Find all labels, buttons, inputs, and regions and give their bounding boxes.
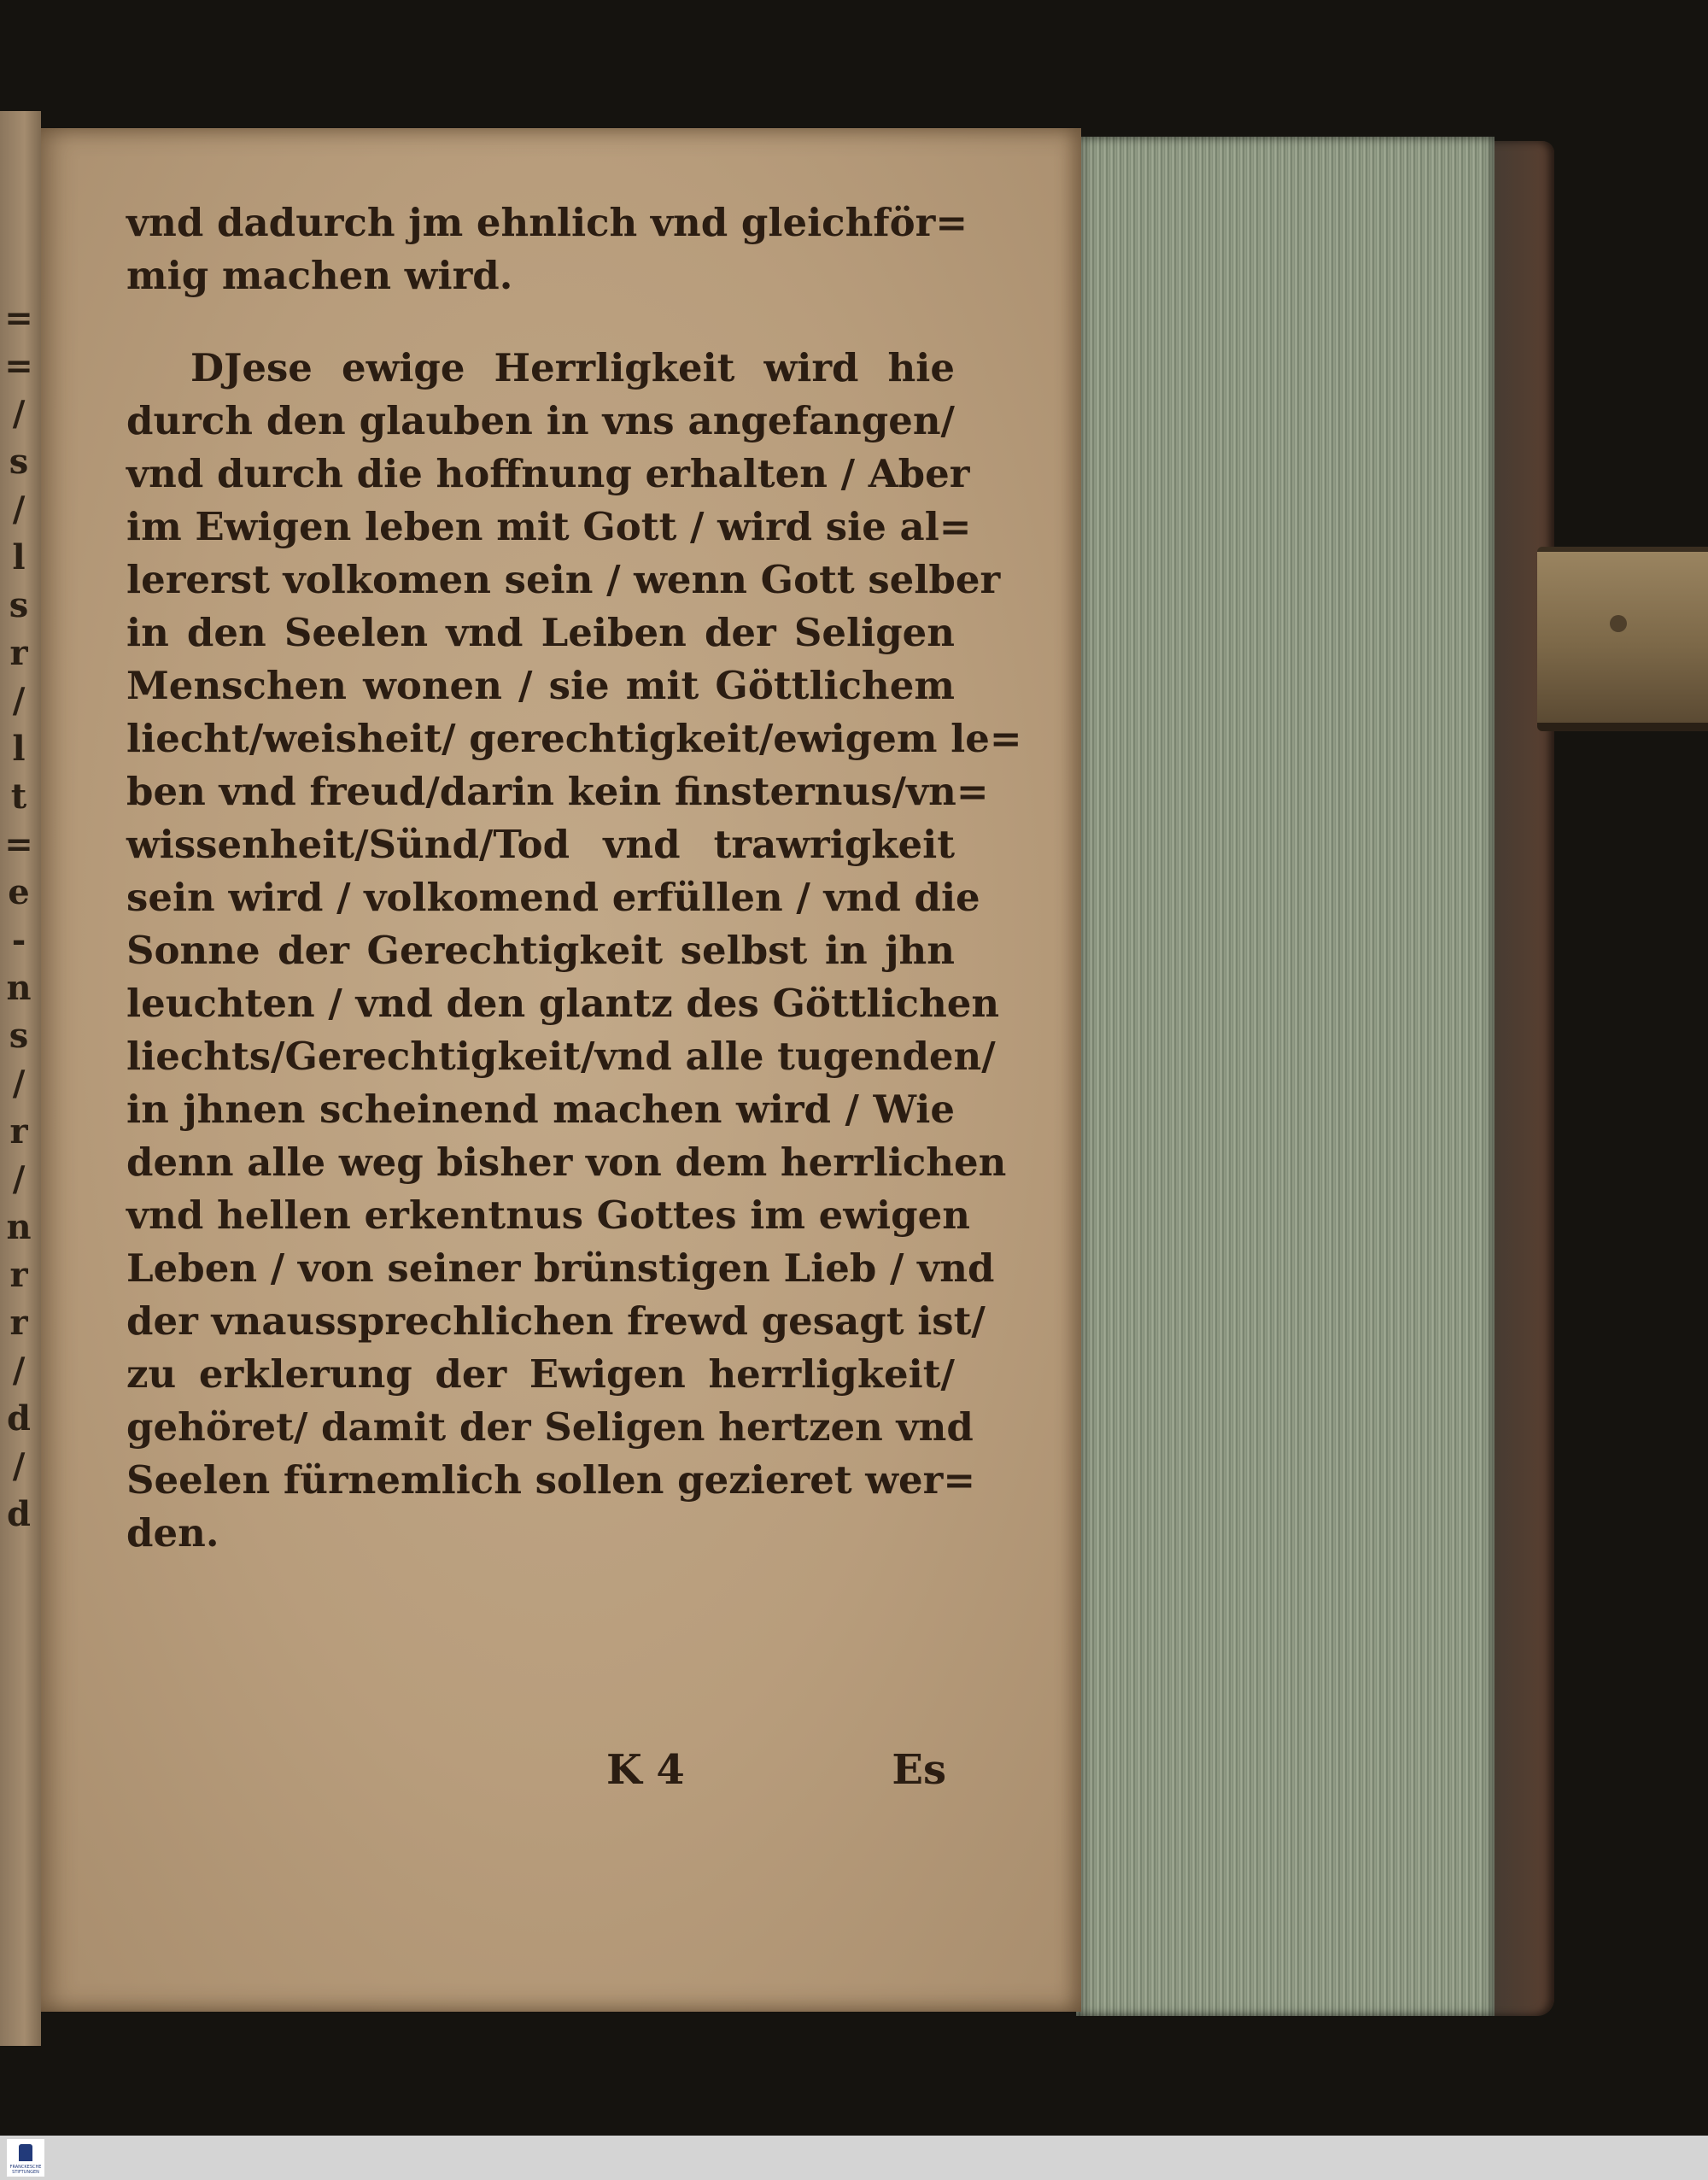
text-line: denn alle weg bisher von dem herrlichen	[126, 1140, 1007, 1185]
text-line: mig machen wird.	[126, 253, 513, 298]
text-line: Sonne der Gerechtigkeit selbst in jhn	[126, 928, 955, 973]
text-line: Leben / von seiner brünstigen Lieb / vnd	[126, 1245, 995, 1291]
paragraph-first-line: DJese ewige Herrligkeit wird hie	[190, 345, 955, 390]
text-line: im Ewigen leben mit Gott / wird sie al=	[126, 504, 972, 549]
fragment: -	[11, 920, 26, 960]
previous-page-edge	[0, 111, 41, 2046]
fragment: =	[4, 346, 33, 386]
text-line: liechts/Gerechtigkeit/vnd alle tugenden/	[126, 1034, 996, 1079]
building-icon	[19, 2144, 32, 2161]
fragment: d	[7, 1398, 31, 1439]
institution-logo[interactable]	[7, 2139, 44, 2177]
fragment: n	[6, 1207, 32, 1247]
text-line: wissenheit/Sünd/Tod vnd trawrigkeit	[126, 822, 955, 867]
fragment: /	[12, 681, 26, 721]
text-line: vnd hellen erkentnus Gottes im ewigen	[126, 1193, 970, 1238]
page-text	[126, 196, 1022, 1560]
previous-page-fragments	[3, 295, 34, 1538]
fragment: =	[4, 298, 33, 338]
fragment: r	[9, 1303, 28, 1343]
book-page	[41, 128, 1081, 2012]
text-line: ben vnd freud/darin kein finsternus/vn=	[126, 769, 989, 814]
fragment: /	[12, 1159, 26, 1199]
fragment: l	[12, 537, 26, 577]
text-line: vnd durch die hoffnung erhalten / Aber	[126, 451, 970, 496]
signature-mark: K 4	[606, 1746, 685, 1794]
text-line: der vnaussprechlichen frewd gesagt ist/	[126, 1298, 986, 1344]
page-edges	[1076, 137, 1494, 2016]
clasp-rivet	[1610, 615, 1627, 632]
fragment: =	[4, 824, 33, 864]
fragment: e	[8, 872, 30, 912]
text-line: den.	[126, 1510, 219, 1556]
text-line: vnd dadurch jm ehnlich vnd gleichför=	[126, 200, 968, 245]
fragment: /	[12, 394, 26, 434]
fragment: r	[9, 633, 28, 673]
text-line: gehöret/ damit der Seligen hertzen vnd	[126, 1404, 974, 1450]
fragment: /	[12, 489, 26, 530]
fragment: /	[12, 1064, 26, 1104]
text-line: durch den glauben in vns angefangen/	[126, 398, 955, 443]
fragment: /	[12, 1446, 26, 1486]
fragment: /	[12, 1351, 26, 1391]
fragment: r	[9, 1255, 28, 1295]
fragment: s	[9, 585, 29, 625]
text-line: Menschen wonen / sie mit Göttlichem	[126, 663, 955, 708]
fragment: t	[10, 776, 27, 817]
text-line: liecht/weisheit/ gerechtigkeit/ewigem le=	[126, 716, 1022, 761]
paragraph-gap	[126, 302, 955, 342]
fragment: s	[9, 1016, 29, 1056]
page-footer-line	[126, 1743, 946, 1797]
text-line: zu erklerung der Ewigen herrligkeit/	[126, 1351, 955, 1397]
fragment: n	[6, 968, 32, 1008]
catchword: Es	[892, 1746, 946, 1794]
text-line: leuchten / vnd den glantz des Göttlichen	[126, 981, 1000, 1026]
fragment: r	[9, 1111, 28, 1152]
fragment: d	[7, 1494, 31, 1534]
fragment: s	[9, 442, 29, 482]
fragment: l	[12, 729, 26, 769]
text-line: Seelen fürnemlich sollen gezieret wer=	[126, 1457, 976, 1503]
text-line: sein wird / volkomend erfüllen / vnd die	[126, 875, 980, 920]
book-clasp	[1537, 547, 1708, 731]
logo-text: FRANCKESCHE STIFTUNGEN	[9, 2165, 42, 2175]
text-line: lererst volkomen sein / wenn Gott selber	[126, 557, 1001, 602]
viewer-footer-bar	[0, 2136, 1708, 2180]
text-line: in jhnen scheinend machen wird / Wie	[126, 1087, 955, 1132]
text-line: in den Seelen vnd Leiben der Seligen	[126, 610, 955, 655]
